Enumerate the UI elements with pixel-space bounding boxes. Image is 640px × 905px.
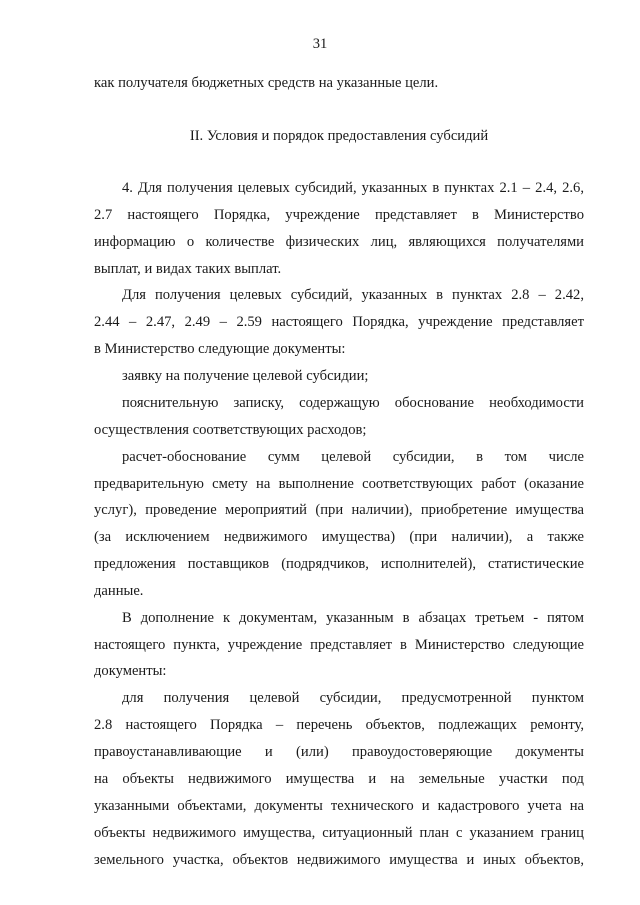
text-line: выплат, и видах таких выплат. (94, 261, 282, 277)
text-line: заявку на получение целевой субсидии; (122, 368, 369, 384)
text-line: 4. Для получения целевых субсидий, указанных в пунктах 2.1 – 2.4, 2.6, (122, 180, 584, 196)
text-line: на объекты недвижимого имущества и на земельные участки под (94, 771, 584, 787)
text-line: данные. (94, 583, 144, 599)
text-line: предварительную смету на выполнение соответствующих работ (оказание (94, 476, 584, 492)
text-line: осуществления соответствующих расходов; (94, 422, 367, 438)
text-line: земельного участка, объектов недвижимого имущества и иных объектов, (94, 852, 584, 868)
text-line: пояснительную записку, содержащую обоснование необходимости (122, 395, 584, 411)
text-line: (за исключением недвижимого имущества) (при наличии), а также (94, 529, 584, 545)
text-line: В дополнение к документам, указанным в абзацах третьем - пятом (122, 610, 584, 626)
text-line: предложения поставщиков (подрядчиков, исполнителей), статистические (94, 556, 584, 572)
text-line: услуг), проведение мероприятий (при наличии), приобретение имущества (94, 502, 584, 518)
text-line: 2.44 – 2.47, 2.49 – 2.59 настоящего Порядка, учреждение представляет (94, 314, 584, 330)
text-line: правоустанавливающие и (или) правоудостоверяющие документы (94, 744, 584, 760)
text-line: Для получения целевых субсидий, указанных в пунктах 2.8 – 2.42, (122, 287, 584, 303)
text-line: в Министерство следующие документы: (94, 341, 346, 357)
text-line: указанными объектами, документы технического и кадастрового учета на (94, 798, 584, 814)
text-line: документы: (94, 663, 167, 679)
text-line: 2.8 настоящего Порядка – перечень объектов, подлежащих ремонту, (94, 717, 584, 733)
text-line: для получения целевой субсидии, предусмотренной пунктом (122, 690, 584, 706)
text-line: объекты недвижимого имущества, ситуационный план с указанием границ (94, 825, 584, 841)
continuation-line: как получателя бюджетных средств на указанные цели. (94, 75, 439, 91)
text-line: информацию о количестве физических лиц, являющихся получателями (94, 234, 584, 250)
section-heading: II. Условия и порядок предоставления субсидий (189, 128, 489, 144)
text-line: настоящего пункта, учреждение представляет в Министерство следующие (94, 637, 584, 653)
text-line: 2.7 настоящего Порядка, учреждение представляет в Министерство (94, 207, 584, 223)
text-line: расчет-обоснование сумм целевой субсидии, в том числе (122, 449, 584, 465)
page-number: 31 (312, 36, 328, 52)
